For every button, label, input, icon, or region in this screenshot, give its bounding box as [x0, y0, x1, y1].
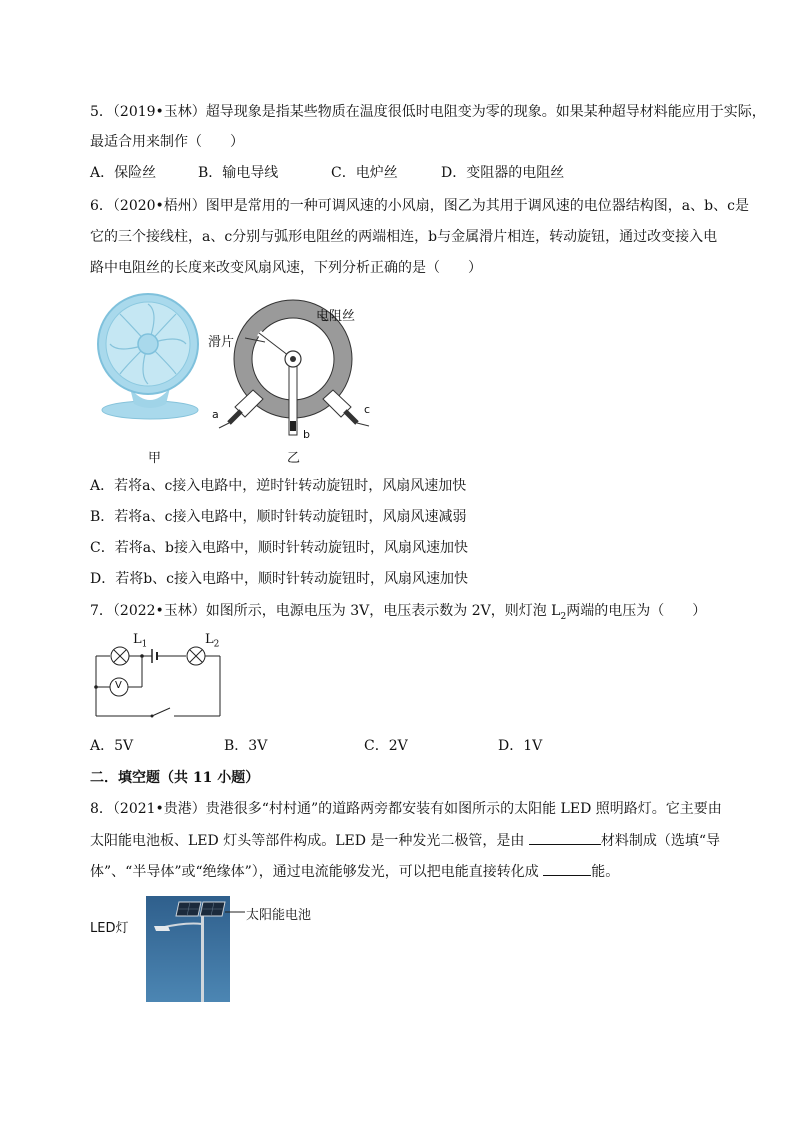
- q6-line2: 它的三个接线柱，a、c分别与弧形电阻丝的两端相连，b与金属滑片相连，转动旋钮，通过改变接入电: [90, 229, 718, 245]
- voltmeter-label: V: [115, 680, 122, 691]
- q6-option-b[interactable]: B．若将a、c接入电路中，顺时针转动旋钮时，风扇风速减弱: [90, 509, 467, 525]
- fig-label-slider: 滑片: [208, 335, 235, 350]
- q6-option-d[interactable]: D．若将b、c接入电路中，顺时针转动旋钮时，风扇风速加快: [90, 571, 469, 587]
- fig-label-b: b: [303, 428, 310, 441]
- q7-option-c[interactable]: C．2V: [364, 738, 408, 754]
- fig-label-a: a: [212, 408, 219, 421]
- circuit-label-l1: $L_1$: [133, 632, 148, 650]
- solar-street-light-photo: [146, 896, 230, 1002]
- fig-label-c: c: [364, 403, 371, 416]
- solar-pointer-line: [225, 908, 247, 916]
- q7-line1: 7．（2022•玉林）如图所示，电源电压为 3V，电压表示数为 2V，则灯泡 $L_2$两端的电压为（ ）: [90, 603, 707, 622]
- q7-option-b[interactable]: B．3V: [224, 738, 268, 754]
- q7-option-a[interactable]: A．5V: [90, 738, 134, 754]
- q8-line1: 8．（2021•贵港）贵港很多“村村通”的道路两旁都安装有如图所示的太阳能 LED 照明路灯。它主要由: [90, 801, 722, 817]
- q8-blank-2[interactable]: [543, 861, 591, 876]
- q7-option-d[interactable]: D．1V: [498, 738, 543, 754]
- q5-option-c[interactable]: C．电炉丝: [331, 165, 398, 181]
- q8-line2: 太阳能电池板、LED 灯头等部件构成。LED 是一种发光二极管，是由 材料制成（选填“导: [90, 830, 720, 851]
- q5-line1: 5．（2019•玉林）超导现象是指某些物质在温度很低时电阻变为零的现象。如果某种超导材料能应用于实际，: [90, 104, 766, 120]
- potentiometer-diagram: [205, 295, 385, 455]
- fan-image: [90, 292, 205, 427]
- q6-line1: 6．（2020•梧州）图甲是常用的一种可调风速的小风扇，图乙为其用于调风速的电位器结构图，a、b、c是: [90, 198, 749, 214]
- fig-label-jia: 甲: [148, 451, 162, 466]
- q5-option-d[interactable]: D．变阻器的电阻丝: [441, 165, 565, 181]
- q8-line3: 体”、“半导体”或“绝缘体”），通过电流能够发光，可以把电能直接转化成 能。: [90, 861, 619, 882]
- q5-option-a[interactable]: A．保险丝: [90, 165, 157, 181]
- q6-option-c[interactable]: C．若将a、b接入电路中，顺时针转动旋钮时，风扇风速加快: [90, 540, 469, 556]
- q5-line2: 最适合用来制作（ ）: [90, 134, 244, 150]
- q5-option-b[interactable]: B．输电导线: [198, 165, 279, 181]
- q6-option-a[interactable]: A．若将a、c接入电路中，逆时针转动旋钮时，风扇风速加快: [90, 478, 467, 494]
- fig-label-solar: 太阳能电池: [246, 908, 312, 923]
- fig-label-yi: 乙: [287, 451, 301, 466]
- section-fill-blank-title: 二．填空题（共 11 小题）: [90, 770, 260, 786]
- fig-label-resistor: 电阻丝: [316, 309, 356, 324]
- fig-label-led: LED灯: [90, 921, 129, 936]
- circuit-label-l2: $L_2$: [205, 632, 220, 650]
- q8-blank-1[interactable]: [529, 830, 601, 845]
- q6-line3: 路中电阻丝的长度来改变风扇风速，下列分析正确的是（ ）: [90, 260, 482, 276]
